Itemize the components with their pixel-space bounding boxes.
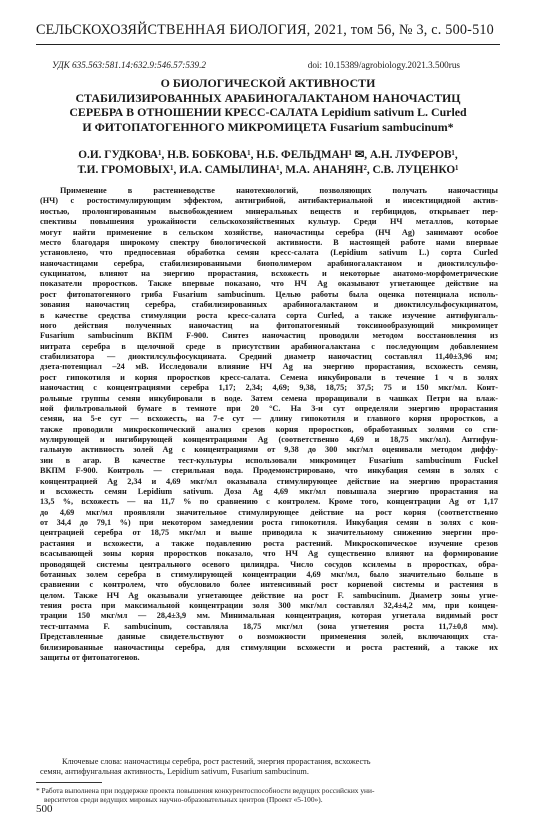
abstract-line: сравнении с контролем, что обусловило более интенсивный рост корневой системы и растения в <box>40 580 498 590</box>
footnote-line: верситетов среди ведущих мировых научно-образовательных центров (Проект «5-100»). <box>44 795 323 805</box>
abstract-line: и всхожесть семян Lepidium sativum. Доза Ag 4,69 мкг/мл повышала энергию прорастания на <box>40 486 498 496</box>
title-line: СТАБИЛИЗИРОВАННЫХ АРАБИНОГАЛАКТАНОМ НАНОЧАСТИЦ <box>75 90 461 105</box>
abstract-line: проводящей системы центрального осевого цилиндра. Число сосудов ксилемы в проростках, обра- <box>40 559 498 569</box>
keywords <box>40 757 498 778</box>
abstract-line: до 4,69 мкг/мл проявляли значительное стимулирующее действие на рост корня (соответственно <box>40 507 498 517</box>
page-number: 500 <box>36 803 53 815</box>
header-divider <box>36 44 500 45</box>
title-line: О БИОЛОГИЧЕСКОЙ АКТИВНОСТИ <box>160 76 376 90</box>
abstract-line: в качестве средства стимуляции роста кресс-салата сорта Curled, а также изучение антифунгаль- <box>40 310 498 320</box>
title-line: И ФИТОПАТОГЕННОГО МИКРОМИЦЕТА Fusarium sambucinum* <box>82 119 454 134</box>
abstract-line: также проводили микроскопический анализ срезов корня проростков, обработанных золями со сти- <box>40 424 498 434</box>
abstract-line: трации 150 мкг/мл — 28,4±3,9 мм. Минимальная концентрация, которая угнетала видимый рост <box>40 611 498 621</box>
abstract-line: мулирующей и ингибирующей концентрациями Ag (соответственно 4,69 и 18,75 мкг/мл). Антифун- <box>40 435 498 444</box>
abstract-line: ного действия полученных наночастиц на фитопатогенный токсинообразующий микромицет <box>40 320 498 330</box>
abstract-line: зования наночастиц серебра, стабилизированных арабиногалактаном и диоктилсульфосукцинатом, <box>40 300 498 310</box>
abstract <box>40 186 498 663</box>
abstract-line: центрацией серебра от 18,75 мкг/мл и выше приводила к значительному снижению энергии про- <box>40 528 498 538</box>
abstract-line: сукцинатом, влияют на энергию прорастания, всхожесть и некоторые анатомо-морфометрические <box>40 269 498 278</box>
abstract-line: ВКПМ F-900. Контроль — стерильная вода. Продемонстрировано, что инкубация семян в золях с <box>40 466 498 476</box>
abstract-line: могут найти применение в сельском хозяйстве, наночастицы серебра (НЧ Ag) занимают особое <box>40 227 498 237</box>
abstract-line: нитрата серебра в щелочной среде в присутствии арабиногалактана с последующим добавлением <box>40 341 498 351</box>
abstract-line: всасывающей зоны корня проростков показало, что НЧ Ag существенно влияют на формирование <box>40 549 498 559</box>
abstract-line: 13,5 %, всхожесть — на 11,7 % по сравнению с контролем. Кроме того, концентрации Ag от 1,17 <box>40 497 498 507</box>
abstract-line: ностью, пролонгированным высвобождением минеральных веществ и гербицидов, открывает пер- <box>40 206 498 216</box>
doi: doi: 10.15389/agrobiology.2021.3.500rus <box>307 60 460 70</box>
author-line: Т.И. ГРОМОВЫХ¹, И.А. САМЫЛИНА¹, М.А. АНАНЯН², С.В. ЛУЦЕНКО¹ <box>77 163 459 176</box>
abstract-line: ной фильтровальной бумаге в темноте при 20 °С. На 3-и сут определяли энергию прорастания <box>40 403 498 413</box>
abstract-line: тест-штамма F. sambucinum, составляла 18,75 мкг/мл (зона угнетения роста 11,7±0,8 мм). <box>40 621 498 631</box>
abstract-line: Представленные данные свидетельствуют о возможности применения золей, включающих ста- <box>40 632 498 642</box>
author-line: О.И. ГУДКОВА¹, Н.В. БОБКОВА¹, Н.Б. ФЕЛЬДМАН¹ ✉, А.Н. ЛУФЕРОВ¹, <box>78 149 458 161</box>
abstract-line: концентрацией Ag 2,34 и 4,69 мкг/мл оказывала стимулирующее действие на энергию прорастания <box>40 476 498 486</box>
abstract-line: ботанных золем серебра в стимулирующей концентрации 4,69 мкг/мл, было значительно больше в <box>40 569 498 579</box>
abstract-line: наночастиц с концентрациями серебра 1,17; 2,34; 4,69; 9,38, 18,75; 37,5; 75 и 150 мкг/мл. Конт- <box>40 383 498 393</box>
running-header: СЕЛЬСКОХОЗЯЙСТВЕННАЯ БИОЛОГИЯ, 2021, том 56, № 3, с. 500-510 <box>36 22 494 38</box>
abstract-line: Применение в растениеводстве нанотехнологий, позволяющих получать наночастицы <box>60 186 498 195</box>
footnote-divider <box>36 782 102 783</box>
abstract-line: рольные группы семян инкубировали в воде. Затем семена проращивали в чашках Петри на влаж- <box>40 393 498 403</box>
title-line: СЕРЕБРА В ОТНОШЕНИИ КРЕСС-САЛАТА Lepidium sativum L. Curled <box>69 105 467 119</box>
abstract-line: показатели проростков. Также впервые показано, что НЧ Ag оказывают угнетающее действие на <box>40 279 498 289</box>
abstract-line: тения роста при максимальной концентрации золя 300 мкг/мл составлял 32,4±4,2 мм, при концен- <box>40 601 498 610</box>
abstract-line: наночастицами серебра, стабилизированными биополимером арабиногалактаном и диоктилсульфо- <box>40 258 498 268</box>
abstract-line: стабилизатора — диоктилсульфосукцината. Средний диаметр наночастиц составлял 11,40±3,96 нм; <box>40 352 498 361</box>
article-title <box>36 76 500 134</box>
abstract-line: место благодаря широкому спектру биологической активности. В настоящей работе нами впервые <box>40 237 498 247</box>
abstract-line: рост фитопатогенного гриба Fusarium sambucinum. Целью работы была оценка потенциала исполь- <box>40 289 498 299</box>
abstract-line: (НЧ) с ростостимулирующим эффектом, антигрибной, антибактериальной и инсектицидной актив- <box>40 196 498 206</box>
keywords-line: семян, антифунгальная активность, Lepidium sativum, Fusarium sambucinum. <box>40 767 309 777</box>
abstract-line: семян, на 5-е сут — всхожесть, на 7-е сут — длину гипокотиля и главного корня проростков, а <box>40 414 498 424</box>
abstract-line: Fusarium sambucinum ВКПМ F-900. Синтез наночастиц проводили методом восстановления из <box>40 331 498 341</box>
abstract-line: дзета-потенциал –24 мВ. Исследовали влияние НЧ Ag на энергию прорастания, всхожесть семян, <box>40 362 498 372</box>
author-list <box>36 148 500 177</box>
abstract-line: зии в агар. В качестве тест-культуры использовали микромицет Fusarium sambucinum Fuckel <box>40 455 498 465</box>
abstract-line: билизированные наночастицы серебра, для стимуляции всхожести и роста растений, а также их <box>40 642 498 652</box>
footnote <box>36 786 506 805</box>
abstract-line: от 34,4 до 79,1 %) при некотором замедлении роста гипокотиля. Инкубация семян в золях с кон- <box>40 518 498 527</box>
footnote-line: * Работа выполнена при поддержке проекта повышения конкурентоспособности ведущих российских уни- <box>36 786 375 795</box>
abstract-line: защиты от фитопатогенов. <box>40 652 140 662</box>
abstract-line: гальную активность золей Ag с концентрациями от 9,38 до 300 мкг/мл оценивали методом диффу- <box>40 445 498 455</box>
abstract-line: целом. Также НЧ Ag оказывали угнетающее действие на рост F. sambucinum. Диаметр зоны угне- <box>40 590 498 600</box>
udc-code: УДК 635.563:581.14:632.9:546.57:539.2 <box>52 60 207 70</box>
abstract-line: спективы повышения урожайности сельскохозяйственных культур. Среди НЧ металлов, которые <box>40 217 498 227</box>
keywords-line: Ключевые слова: наночастицы серебра, рост растений, энергия прорастания, всхожесть <box>62 757 371 766</box>
abstract-line: растания и всхожести, а также подавлению роста растений. Микроскопическое изучение срезов <box>40 538 498 548</box>
abstract-line: установлено, что предпосевная обработка семян кресс-салата (Lepidium sativum L.) сорта Curled <box>40 248 498 258</box>
abstract-line: рост гипокотиля и корня проростков кресс-салата. Семена инкубировали в течение 1 ч в золях <box>40 372 498 382</box>
